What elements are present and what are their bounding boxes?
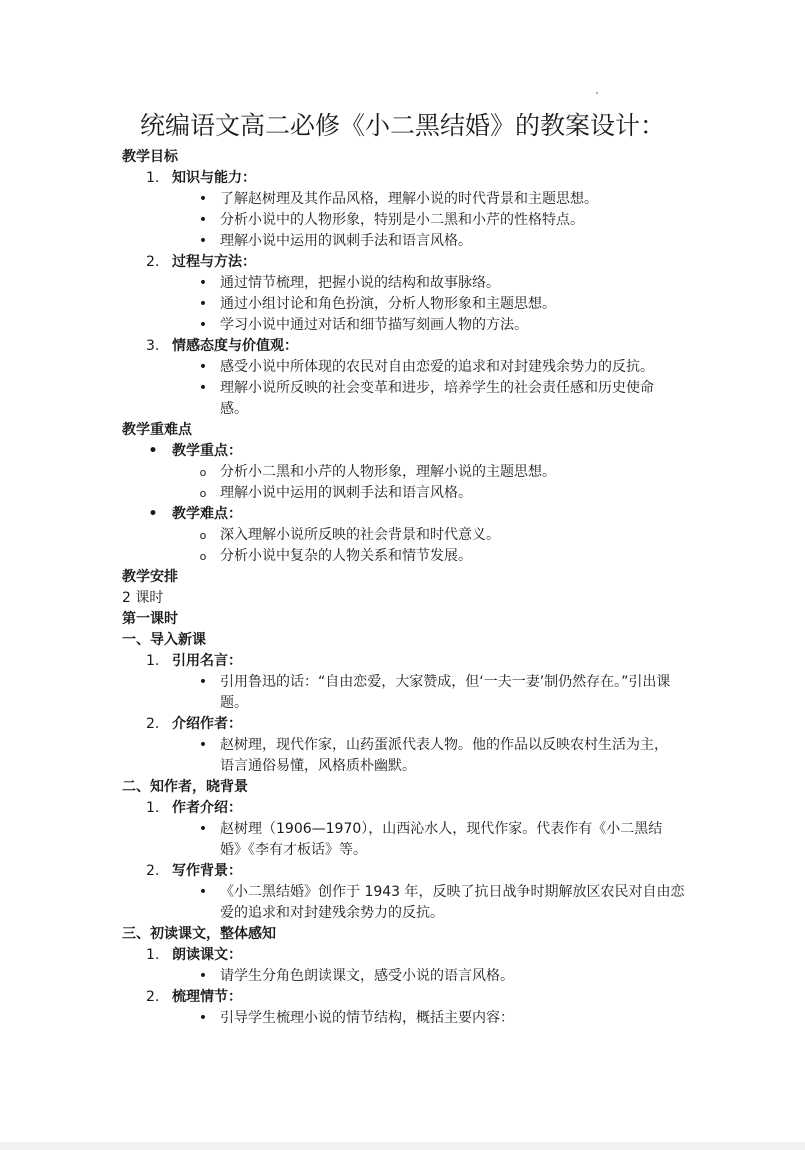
heading-text: 一、导入新课 <box>122 632 206 648</box>
bullet-marker: • <box>198 317 208 333</box>
bullet-item <box>122 1008 702 1029</box>
bullet-marker: • <box>148 506 158 522</box>
continuation-text: 婚》《李有才板话》等。 <box>220 842 367 858</box>
bullet-continuation <box>122 399 702 420</box>
bullet-marker: • <box>148 443 158 459</box>
item-text: 了解赵树理及其作品风格，理解小说的时代背景和主题思想。 <box>220 191 598 207</box>
item-number: 1. <box>146 947 160 963</box>
item-number: 2. <box>146 863 160 879</box>
section-heading <box>122 147 702 168</box>
item-text: 《小二黑结婚》创作于 1943 年，反映了抗日战争时期解放区农民对自由恋 <box>220 884 685 900</box>
bullet-item <box>122 315 702 336</box>
heading-text: 教学重难点 <box>122 422 192 438</box>
bullet-item <box>122 294 702 315</box>
numbered-item <box>122 861 702 882</box>
item-text: 理解小说中运用的讽刺手法和语言风格。 <box>220 485 472 501</box>
bullet-marker: • <box>198 380 208 396</box>
sub-bullet-item <box>122 546 702 567</box>
plain-line <box>122 588 702 609</box>
item-text: 理解小说所反映的社会变革和进步，培养学生的社会责任感和历史使命 <box>220 380 654 396</box>
bullet-item <box>122 231 702 252</box>
bullet-item <box>122 273 702 294</box>
document-body <box>122 147 702 1029</box>
heading-text: 三、初读课文，整体感知 <box>122 926 276 942</box>
circle-marker: o <box>199 529 207 542</box>
bullet-item <box>122 819 702 840</box>
bullet-marker: • <box>198 212 208 228</box>
item-label: 介绍作者： <box>172 716 242 732</box>
numbered-item <box>122 168 702 189</box>
item-text: 分析小说中复杂的人物关系和情节发展。 <box>220 548 472 564</box>
bullet-continuation <box>122 840 702 861</box>
item-label: 梳理情节： <box>172 989 242 1005</box>
bullet-item <box>122 882 702 903</box>
numbered-item <box>122 714 702 735</box>
numbered-item <box>122 336 702 357</box>
bullet-marker: • <box>198 821 208 837</box>
bullet-marker: • <box>198 968 208 984</box>
item-label: 情感态度与价值观： <box>172 338 298 354</box>
item-label: 作者介绍： <box>172 800 242 816</box>
numbered-item <box>122 252 702 273</box>
section-heading <box>122 609 702 630</box>
bullet-continuation <box>122 756 702 777</box>
item-number: 2. <box>146 989 160 1005</box>
scan-dot <box>596 92 598 94</box>
bullet-marker: • <box>198 884 208 900</box>
heading-text: 教学目标 <box>122 149 178 165</box>
continuation-text: 感。 <box>220 401 248 417</box>
item-text: 感受小说中所体现的农民对自由恋爱的追求和对封建残余势力的反抗。 <box>220 359 654 375</box>
item-number: 3. <box>146 338 160 354</box>
bullet-item <box>122 357 702 378</box>
item-text: 赵树理，现代作家，山药蛋派代表人物。他的作品以反映农村生活为主， <box>220 737 668 753</box>
item-label: 教学重点： <box>172 443 242 459</box>
item-label: 写作背景： <box>172 863 242 879</box>
document-title: 统编语文高二必修《小二黑结婚》的教案设计： <box>139 111 665 140</box>
bullet-marker: • <box>198 1010 208 1026</box>
bullet-marker: • <box>198 275 208 291</box>
item-text: 分析小二黑和小芹的人物形象，理解小说的主题思想。 <box>220 464 556 480</box>
circle-marker: o <box>199 487 207 500</box>
bullet-marker: • <box>198 737 208 753</box>
bullet-item <box>122 441 702 462</box>
heading-text: 教学安排 <box>122 569 178 585</box>
bullet-item <box>122 735 702 756</box>
item-text: 通过小组讨论和角色扮演，分析人物形象和主题思想。 <box>220 296 556 312</box>
item-text: 请学生分角色朗读课文，感受小说的语言风格。 <box>220 968 514 984</box>
item-text: 分析小说中的人物形象，特别是小二黑和小芹的性格特点。 <box>220 212 584 228</box>
bullet-marker: • <box>198 191 208 207</box>
section-heading <box>122 420 702 441</box>
heading-text: 第一课时 <box>122 611 178 627</box>
bullet-item <box>122 189 702 210</box>
numbered-item <box>122 651 702 672</box>
numbered-item <box>122 798 702 819</box>
item-text: 深入理解小说所反映的社会背景和时代意义。 <box>220 527 500 543</box>
line-text: 2 课时 <box>122 590 164 606</box>
item-number: 2. <box>146 716 160 732</box>
bullet-item <box>122 210 702 231</box>
item-number: 1. <box>146 800 160 816</box>
continuation-text: 题。 <box>220 695 248 711</box>
heading-text: 二、知作者，晓背景 <box>122 779 248 795</box>
sub-bullet-item <box>122 525 702 546</box>
numbered-item <box>122 945 702 966</box>
continuation-text: 爱的追求和对封建残余势力的反抗。 <box>220 905 444 921</box>
section-heading <box>122 567 702 588</box>
bullet-marker: • <box>198 674 208 690</box>
item-number: 2. <box>146 254 160 270</box>
item-text: 赵树理（1906—1970），山西沁水人，现代作家。代表作有《小二黑结 <box>220 821 663 837</box>
sub-bullet-item <box>122 483 702 504</box>
bullet-item <box>122 504 702 525</box>
bullet-continuation <box>122 693 702 714</box>
item-text: 引导学生梳理小说的情节结构，概括主要内容： <box>220 1010 514 1026</box>
item-text: 理解小说中运用的讽刺手法和语言风格。 <box>220 233 472 249</box>
item-label: 过程与方法： <box>172 254 256 270</box>
bullet-item <box>122 672 702 693</box>
section-heading <box>122 630 702 651</box>
item-number: 1. <box>146 170 160 186</box>
bullet-item <box>122 378 702 399</box>
item-number: 1. <box>146 653 160 669</box>
item-text: 通过情节梳理，把握小说的结构和故事脉络。 <box>220 275 500 291</box>
bullet-item <box>122 966 702 987</box>
item-label: 朗读课文： <box>172 947 242 963</box>
bullet-marker: • <box>198 296 208 312</box>
continuation-text: 语言通俗易懂，风格质朴幽默。 <box>220 758 416 774</box>
numbered-item <box>122 987 702 1008</box>
circle-marker: o <box>199 466 207 479</box>
bullet-marker: • <box>198 359 208 375</box>
item-label: 教学难点： <box>172 506 242 522</box>
item-label: 引用名言： <box>172 653 242 669</box>
item-label: 知识与能力： <box>172 170 256 186</box>
section-heading <box>122 924 702 945</box>
section-heading <box>122 777 702 798</box>
bullet-continuation <box>122 903 702 924</box>
circle-marker: o <box>199 550 207 563</box>
item-text: 学习小说中通过对话和细节描写刻画人物的方法。 <box>220 317 528 333</box>
sub-bullet-item <box>122 462 702 483</box>
item-text: 引用鲁迅的话：“自由恋爱，大家赞成，但‘一夫一妻’制仍然存在。”引出课 <box>220 674 671 690</box>
bullet-marker: • <box>198 233 208 249</box>
page-bottom-edge <box>0 1142 805 1150</box>
